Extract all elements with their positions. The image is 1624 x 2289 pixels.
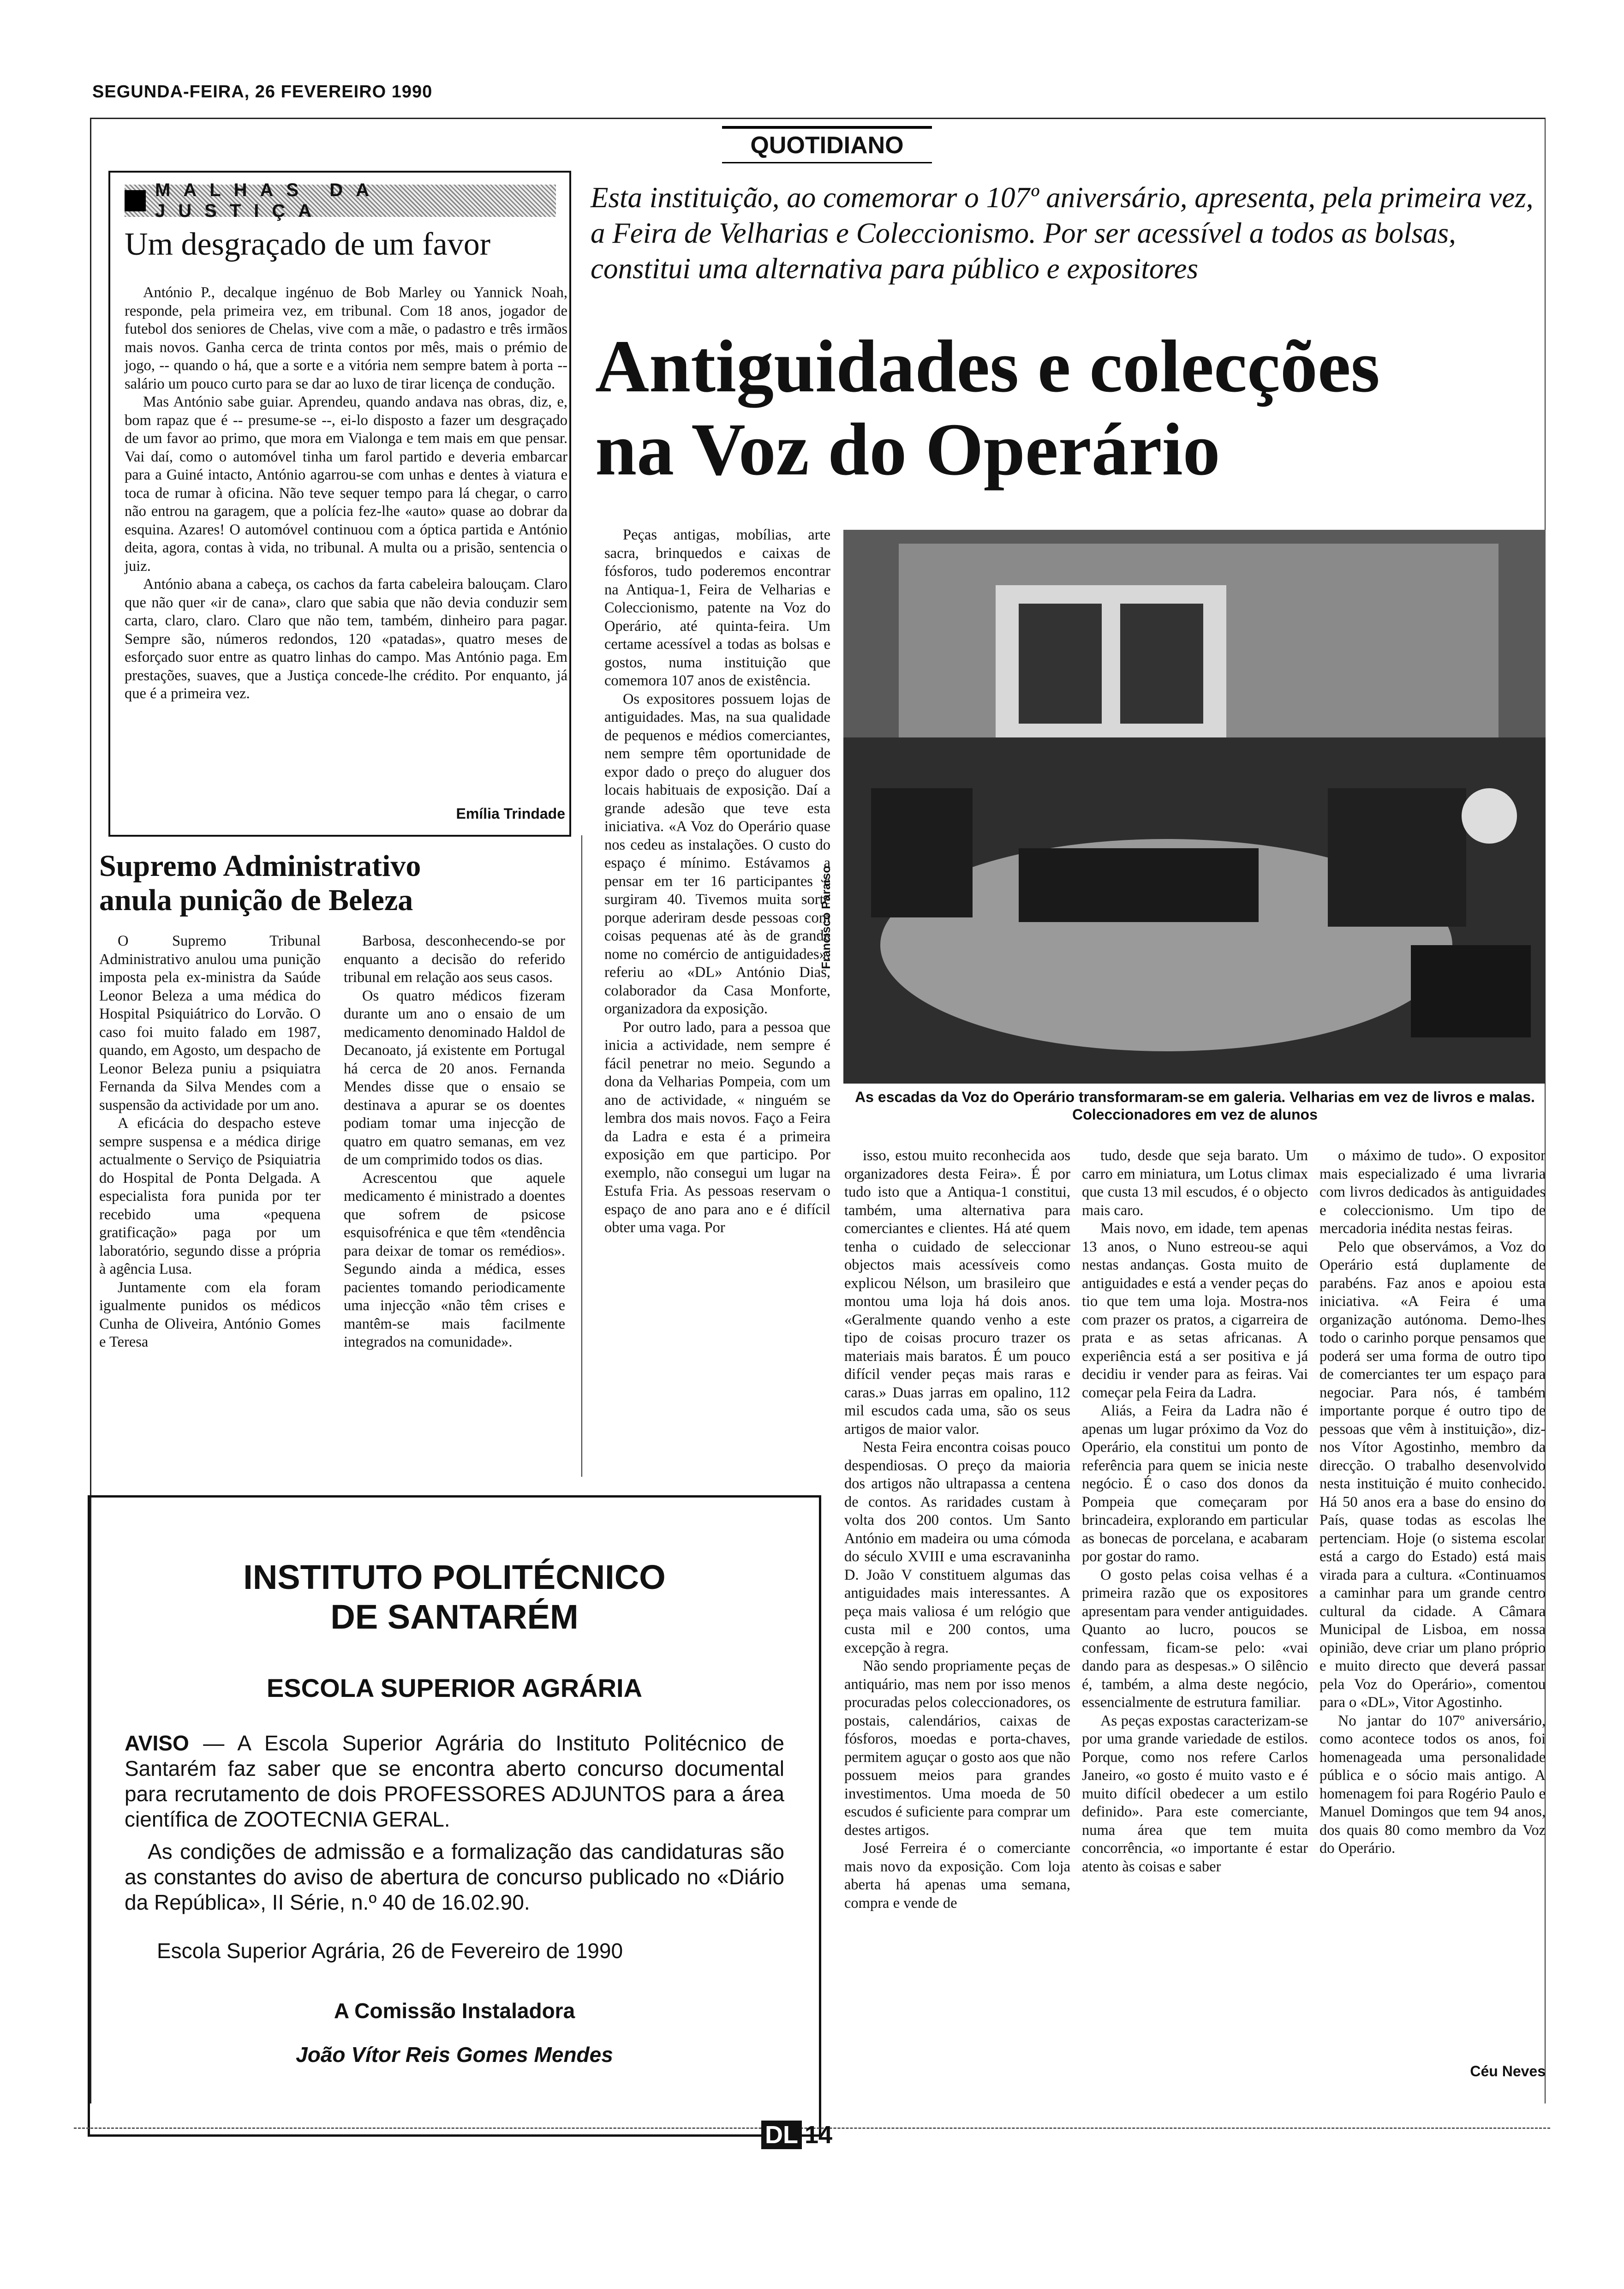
photo-credit: Francisco Paraíso (819, 866, 833, 969)
section-label: QUOTIDIANO (722, 126, 932, 163)
justica-author: Emília Trindade (456, 805, 565, 822)
ad-conditions: As condições de admissão e a formalização das candidaturas são as constantes do aviso de abertura de concurso publicado no «Diário da República», II Série, n.º 40 de 16.02.90. (125, 1840, 784, 1914)
paragraph: Pelo que observámos, a Voz do Operário está duplamente de parabéns. Faz anos e apoiou esta iniciativa. «A Feira é uma organização autónoma. Demo-lhes todo o carinho porque pensamos que poderá ser uma forma de outro tipo de comerciantes ter um espaço para negociar. Para nós, é também importante porque é outro tipo de pessoas que vêm à instituição», diz-nos Vítor Agostinho, membro da direcção. O trabalho desenvolvido nesta instituição é muito conhecido. Há 50 anos era a base do ensino do País, quase todas as escolas lhe pertenciam. Hoje (o sistema escolar está a cargo do Estado) está mais virada para a cultura. «Continuamos a caminhar para um grande centro cultural da cidade. A Câmara Municipal de Lisboa, em nossa opinião, deve criar um plano próprio e muito directo que deverá passar pela Voz do Operário», comentou para o «DL», Vitor Agostinho. (1320, 1238, 1546, 1711)
paragraph: As peças expostas caracterizam-se por uma grande variedade de estilos. Porque, como nos refere Carlos Janeiro, «o gosto é muito vasto e é muito difícil obedecer a um estilo definido». Para este comerciante, numa área que tem muita concorrência, «o importante é estar atento às coisas e saber (1082, 1712, 1308, 1875)
supremo-title (99, 849, 561, 917)
ad-subtitle: ESCOLA SUPERIOR AGRÁRIA (266, 1673, 643, 1702)
justica-body (125, 284, 567, 703)
paragraph: Mas António sabe guiar. Aprendeu, quando andava nas obras, diz, e, bom rapaz que é -- presume-se --, ei-lo disposto a fazer um desgraçado de um favor ao primo, que mora em Vialonga e tem mais em que pensar. Vai daí, como o automóvel tinha um farol partido e deveria embarcar para a Guiné intacto, António agarrou-se com unhas e dentes à viatura e toca de rumar à oficina. Não teve sequer tempo para lá chegar, o carro não entrou na garagem, que a polícia fez-lhe «auto» quase ao dobrar da esquina. Azares! O automóvel continuou com a óptica partida e António deita, agora, contas à vida, no tribunal. A multa ou a prisão, sentencia o juiz. (125, 394, 567, 575)
ad-title-line2: DE SANTARÉM (330, 1598, 579, 1636)
feira-col-left (604, 526, 830, 1237)
paragraph: Por outro lado, para a pessoa que inicia a actividade, nem sempre é fácil penetrar no meio. Segundo a dona da Velharias Pompeia, com um ano de actividade, « ninguém se lembra dos mais novos. Faço a Feira da Ladra e esta é a primeira exposição em que participo. Por exemplo, não consegui um lugar na Estufa Fria. As pessoas reservam o espaço de ano para ano e é difícil obter uma vaga. Por (604, 1019, 830, 1236)
headline-line1: Antiguidades e colecções (595, 325, 1380, 408)
aviso-label: AVISO (125, 1731, 189, 1755)
paragraph: Os quatro médicos fizeram durante um ano o ensaio de um medicamento denominado Haldol de Decanoato, já existente em Portugal há cerca de 20 anos. Fernanda Mendes disse que o ensaio se destinava a apurar se os doentes podiam tomar uma injecção de quatro em quatro semanas, em vez de um comprimido todos os dias. (344, 987, 565, 1168)
paragraph: Aliás, a Feira da Ladra não é apenas um lugar próximo da Voz do Operário, ela constitui um ponto de referência para quem se inicia neste negócio. É o caso dos donos da Pompeia que começaram por brincadeira, explorando em particular as bonecas de porcelana, e acabaram por gostar do ramo. (1082, 1402, 1308, 1565)
justica-title: Um desgraçado de um favor (125, 227, 491, 262)
supremo-title-line1: Supremo Administrativo (99, 849, 421, 883)
column-rule (581, 835, 582, 1477)
ad-title-line1: INSTITUTO POLITÉCNICO (243, 1558, 666, 1596)
footer (761, 2121, 832, 2149)
exhibition-photo (843, 530, 1546, 1084)
paragraph: Nesta Feira encontra coisas pouco despendiosas. O preço da maioria dos artigos não ultrapassa a centena de contos. As raridades custam à volta dos 200 contos. Um Santo António em madeira ou uma cómoda do século XVIII e uma escravaninha D. João V constituem algumas das antiguidades mais interessantes. A peça mais valiosa é um relógio que custa mil e 200 contos, uma excepção à regra. (844, 1439, 1070, 1656)
paragraph: António abana a cabeça, os cachos da farta cabeleira balouçam. Claro que não quer «ir de cana», claro que sabia que não devia conduzir sem carta, claro, claro. Claro que não tem, também, dinheiro para pagar. Sempre são, números redondos, 120 «patadas», quatro meses de esforçado suor entre as quatro linhas do campo. Mas António paga. Em prestações, suaves, que a Justiça concede-lhe crédito. Por enquanto, já que é a primeira vez. (125, 576, 567, 702)
paragraph: Os expositores possuem lojas de antiguidades. Mas, na sua qualidade de pequenos e médios comerciantes, nem sempre têm oportunidade de expor dado o preço do aluguer dos locais habituais de exposição. Daí a grande adesão que teve esta iniciativa. «A Voz do Operário quase nos cedeu as instalações. O custo do espaço é mínimo. Estávamos a pensar em ter 16 participantes e surgiram 40. Tivemos muita sorte porque aderiram desde pessoas com coisas pequenas até às de grande nome no comércio de antiguidades», referiu ao «DL» António Dias, colaborador da Casa Monforte, organizadora da exposição. (604, 690, 830, 1017)
supremo-col-1 (99, 932, 321, 1352)
kicker-text: MALHAS DA JUSTIÇA (155, 180, 382, 221)
photo-caption: As escadas da Voz do Operário transformaram-se em galeria. Velharias em vez de livros e malas. Coleccionadores em vez de alunos (855, 1089, 1535, 1123)
page-number: 14 (804, 2121, 833, 2149)
supremo-col-2 (344, 932, 565, 1352)
feira-col-c (1320, 1147, 1546, 1858)
paragraph: Acrescentou que aquele medicamento é ministrado a doentes que sofrem de psicose esquisofrénica e que têm «tendência para deixar de tomar os remédios». Segundo ainda a médica, esses pacientes tomando periodicamente uma injecção «não têm crises e mantêm-se mais facilmente integrados na comunidade». (344, 1169, 565, 1350)
square-icon (125, 190, 146, 211)
dateline: SEGUNDA-FEIRA, 26 FEVEREIRO 1990 (92, 82, 433, 102)
feira-lede: Esta instituição, ao comemorar o 107º aniversário, apresenta, pela primeira vez, a Feira de Velharias e Coleccionismo. Por ser acessível a todos as bolsas, constitui uma alternativa para público e expositores (591, 181, 1534, 285)
headline-line2: na Voz do Operário (595, 408, 1220, 491)
ad-commission: A Comissão Instaladora (334, 1999, 575, 2023)
paragraph: José Ferreira é o comerciante mais novo da exposição. Com loja aberta há apenas uma semana, compra e vende de (844, 1840, 1070, 1911)
ad-box (88, 1495, 821, 2137)
paragraph: O gosto pelas coisa velhas é a primeira razão que os expositores apresentam para vender antiguidades. Quanto ao lucro, poucos se confessam, ficam-se pelo: «vai dando para as despesas.» O silêncio é, também, a alma deste negócio, essencialmente de estrutura familiar. (1082, 1566, 1308, 1711)
feira-col-b (1082, 1147, 1308, 1876)
paragraph: A eficácia do despacho esteve sempre suspensa e a médica dirige actualmente o Serviço de Psiquiatria do Hospital de Ponta Delgada. A especialista fora punida por ter recebido uma «pequena gratificação» paga por um laboratório, segundo disse a própria à agência Lusa. (99, 1115, 321, 1277)
paragraph: Barbosa, desconhecendo-se por enquanto a decisão do referido tribunal em relação aos seus casos. (344, 933, 565, 986)
paragraph: O Supremo Tribunal Administrativo anulou uma punição imposta pela ex-ministra da Saúde Leonor Beleza a uma médica do Hospital Psiquiátrico do Lorvão. O caso foi muito falado em 1987, quando, em Agosto, um despacho de Leonor Beleza puniu a psiquiatra Fernanda da Silva Mendes com a suspensão da actividade por um ano. (99, 933, 321, 1114)
ad-title (90, 1558, 819, 1637)
paragraph: António P., decalque ingénuo de Bob Marley ou Yannick Noah, responde, pela primeira vez, em tribunal. Com 18 anos, jogador de futebol dos seniores de Chelas, vive com a mãe, o padastro e três irmãos mais novos. Ganha cerca de trinta contos por mês, mais o prémio de jogo, -- quando o há, que a sorte e a vitória nem sempre batem à porta -- salário um pouco curto para se dar ao luxo de tirar licença de condução. (125, 284, 567, 392)
paragraph: No jantar do 107º aniversário, como acontece todos os anos, foi homenageada uma personalidade pública e o sócio mais antigo. A homenagem foi para Rogério Paulo e Manuel Domingos que tem 94 anos, dos quais 80 como membro da Voz do Operário. (1320, 1712, 1546, 1857)
aviso-text: — A Escola Superior Agrária do Instituto Politécnico de Santarém faz saber que se encontra aberto concurso documental para recrutamento de dois PROFESSORES ADJUNTOS para a área científica de ZOOTECNIA GERAL. (125, 1731, 784, 1831)
ad-dateline: Escola Superior Agrária, 26 de Fevereiro de 1990 (157, 1939, 623, 1963)
dl-logo: DL (761, 2121, 802, 2149)
paragraph: Não sendo propriamente peças de antiquário, mas nem por isso menos procuradas pelos coleccionadores, os postais, calendários, caixas de fósforos, moedas e porta-chaves, permitem aguçar o gosto aos que não possuem meios para grandes investimentos. Uma moeda de 50 escudos é suficiente para comprar um destes artigos. (844, 1658, 1071, 1839)
justica-kicker (125, 180, 556, 221)
paragraph: Juntamente com ela foram igualmente punidos os médicos Cunha de Oliveira, António Gomes e Teresa (99, 1279, 321, 1350)
photo-illustration (843, 530, 1546, 1084)
paragraph: isso, estou muito reconhecida aos organizadores desta Feira». É por tudo isto que a Antiqua-1 constitui, também, uma alternativa para comerciantes e clientes. Há até quem tenha o cuidado de seleccionar objectos mais acessíveis como explicou Nélson, um brasileiro que montou uma loja há dois anos. «Geralmente quando venho a este tipo de coisas procuro trazer os materiais mais baratos. É um pouco difícil vender peças mais raras e caras.» Duas jarras em opalino, 112 mil escudos cada uma, são os seus artigos de maior valor. (844, 1147, 1070, 1438)
supremo-title-line2: anula punição de Beleza (99, 883, 413, 917)
paragraph: Mais novo, em idade, tem apenas 13 anos, o Nuno estreou-se aqui nestas andanças. Gosta muito de antiguidades e está a vender peças do tio que tem uma loja. Mostra-nos com prazer os pratos, a cigarreira de prata e as setas africanas. A experiência está a ser positiva e já decidiu ir vender para as feiras. Vai começar pela Feira da Ladra. (1082, 1220, 1308, 1401)
feira-col-a (844, 1147, 1070, 1912)
paragraph: Peças antigas, mobílias, arte sacra, brinquedos e caixas de fósforos, tudo poderemos encontrar na Antiqua-1, Feira de Velharias e Coleccionismo, patente na Voz do Operário, até quinta-feira. Um certame acessível a todas as bolsas e gostos, numa instituição que comemora 107 anos de existência. (604, 527, 830, 689)
paragraph: tudo, desde que seja barato. Um carro em miniatura, um Lotus climax que custa 13 mil escudos, é o objecto mais caro. (1082, 1147, 1308, 1219)
ad-aviso (125, 1731, 784, 1832)
feira-author: Céu Neves (1470, 2063, 1546, 2079)
paragraph: o máximo de tudo». O expositor mais especializado é uma livraria com livros dedicados às antiguidades e coleccionismo. Um tipo de mercadoria inédita nestas feiras. (1320, 1147, 1546, 1237)
feira-headline (595, 325, 1541, 491)
ad-signature: João Vítor Reis Gomes Mendes (296, 2043, 613, 2067)
